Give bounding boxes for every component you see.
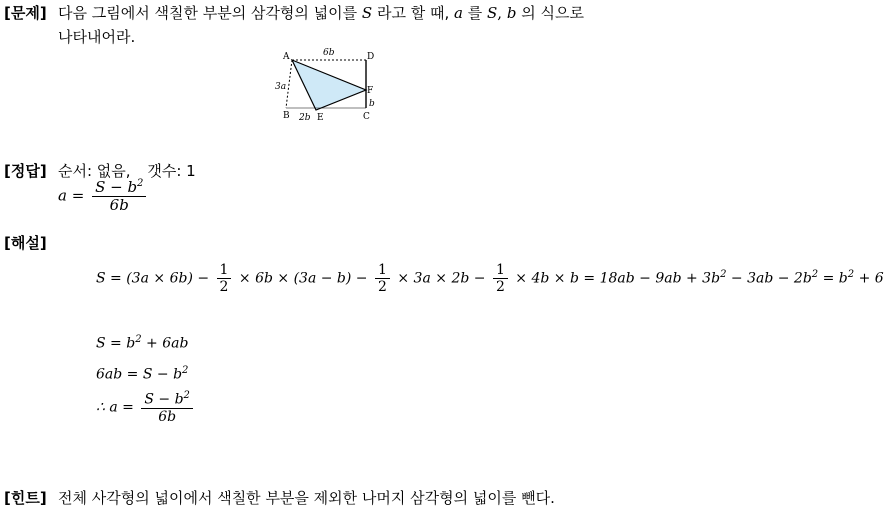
eq1-frac-2-num: 1: [375, 262, 390, 279]
problem-line-2: 나타내어라.: [58, 28, 136, 46]
eq1-frac-1: [217, 262, 232, 295]
length-left: 3a: [275, 82, 287, 92]
problem-var-b: b: [506, 4, 517, 22]
eq4-fraction: [141, 390, 193, 425]
answer-tag: [정답]: [4, 162, 47, 180]
hint-text: 전체 사각형의 넓이에서 색칠한 부분을 제외한 나머지 삼각형의 넓이를 뺀다.: [58, 489, 555, 507]
answer-order: 순서: 없음,: [58, 162, 131, 180]
label-f: F: [367, 86, 374, 96]
eq1-part-b: × 6b × (3a − b) −: [234, 270, 372, 287]
eq1-frac-2: [375, 262, 390, 295]
length-bottom: 2b: [299, 113, 311, 123]
problem-text-a: 다음 그림에서 색칠한 부분의 삼각형의 넓이를: [58, 4, 362, 22]
problem-line-1: [58, 2, 584, 23]
problem-tag: [문제]: [4, 4, 47, 22]
length-right: b: [369, 99, 375, 109]
eq1-frac-2-den: 2: [378, 279, 387, 296]
geometry-figure: [272, 46, 382, 124]
answer-num-text: S − b: [95, 178, 138, 196]
answer-denominator: 6b: [109, 196, 129, 215]
eq2-exp: 2: [135, 334, 142, 345]
label-c: C: [363, 112, 370, 122]
problem-text-c: 를: [462, 4, 487, 22]
label-e: E: [317, 113, 324, 123]
shaded-triangle: [292, 60, 366, 110]
eq4-denominator: 6b: [158, 408, 177, 425]
solution-equation-4: [96, 390, 196, 425]
eq1-part-d: × 4b × b = 18ab − 9ab + 3b: [510, 270, 721, 287]
eq1-part-a: S = (3a × 6b) −: [96, 270, 214, 287]
eq1-part-f: = b: [818, 270, 848, 287]
problem-text-b: 라고 할 때,: [372, 4, 455, 22]
eq1-frac-3-num: 1: [493, 262, 508, 279]
solution-tag: [해설]: [4, 234, 47, 252]
eq1-part-c: × 3a × 2b −: [392, 270, 490, 287]
length-top: 6b: [323, 48, 335, 58]
eq4-num-text: S − b: [144, 391, 184, 408]
eq1-part-e: − 3ab − 2b: [726, 270, 812, 287]
label-d: D: [367, 52, 375, 62]
eq1-exp-2: 2: [811, 268, 819, 280]
label-a: A: [283, 52, 290, 62]
answer-numerator: [92, 178, 146, 197]
eq4-numerator: [141, 390, 193, 409]
eq1-exp-1: 2: [720, 268, 727, 280]
answer-fraction: [92, 178, 146, 215]
answer-lhs: a =: [58, 186, 90, 205]
problem-var-s2: S: [487, 4, 498, 22]
eq4-num-exp: 2: [183, 390, 190, 401]
left-edge: [286, 60, 292, 108]
eq3-exp: 2: [182, 365, 189, 376]
eq3-part-a: 6ab = S − b: [96, 366, 183, 383]
eq2-part-b: + 6ab: [141, 335, 189, 352]
answer-count: 갯수: 1: [147, 162, 196, 180]
hint-tag: [힌트]: [4, 489, 47, 507]
eq1-frac-3-den: 2: [495, 279, 505, 296]
label-b: B: [283, 111, 290, 121]
eq1-frac-1-num: 1: [217, 262, 232, 279]
problem-comma: ,: [497, 4, 507, 22]
eq1-frac-3: [493, 262, 508, 295]
eq1-part-g: + 6: [854, 270, 884, 287]
eq4-lhs: ∴ a =: [96, 399, 139, 416]
solution-equation-1: [96, 262, 884, 295]
eq2-part-a: S = b: [96, 335, 136, 352]
solution-equation-3: [96, 365, 188, 383]
eq1-frac-1-den: 2: [219, 279, 229, 296]
answer-num-exp: 2: [137, 178, 144, 189]
solution-equation-2: [96, 334, 188, 352]
problem-var-s: S: [361, 4, 373, 22]
eq1-exp-3: 2: [847, 268, 855, 280]
answer-formula: [58, 178, 149, 215]
problem-var-a: a: [454, 4, 463, 22]
problem-text-d: 의 식으로: [516, 4, 584, 22]
